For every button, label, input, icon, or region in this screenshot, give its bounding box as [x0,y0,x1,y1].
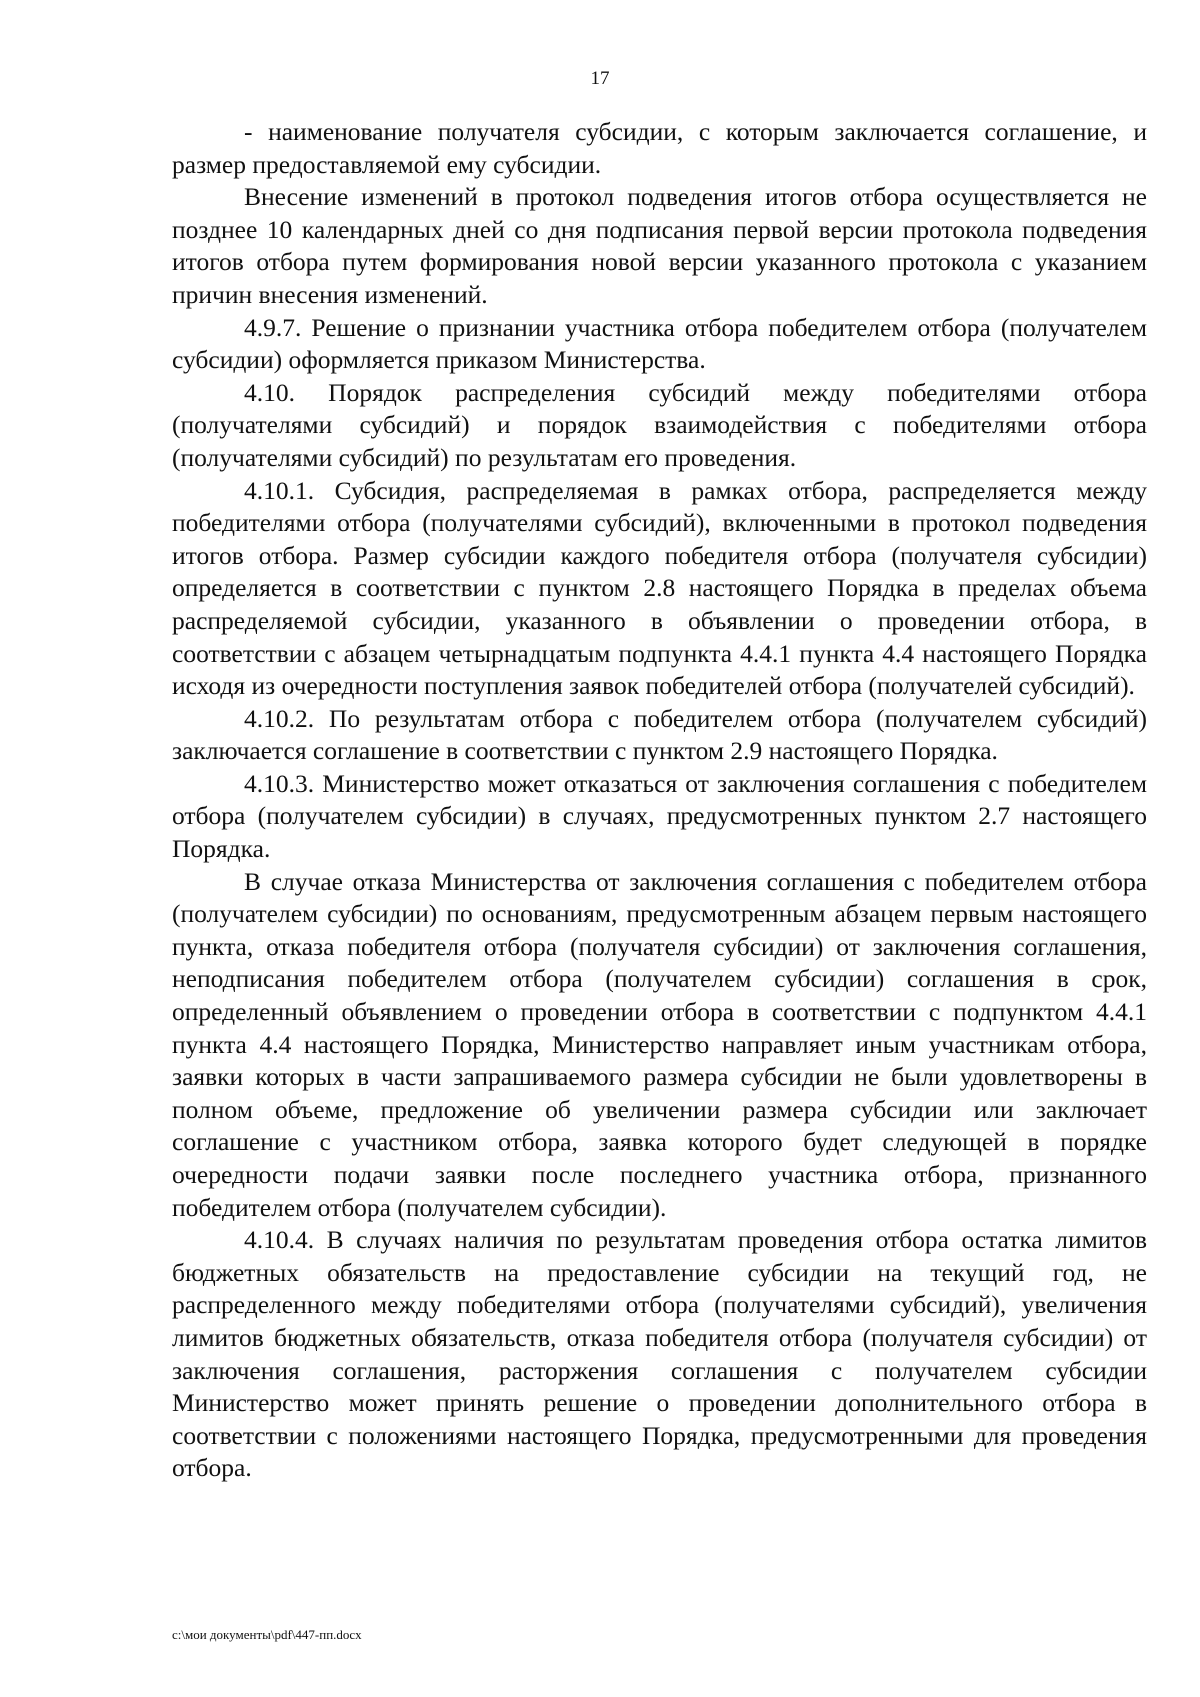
paragraph-refusal-case: В случае отказа Министерства от заключения соглашения с победителем отбора (получателем субсидии) по основаниям, предусмотренным абзацем первым настоящего пункта, отказа победителя отбора (получателя субсидии) от заключения соглашения, неподписания победителем отбора (получателем субсидии) соглашения в срок, определенный объявлением о проведении отбора в соответствии с подпунктом 4.4.1 пункта 4.4 настоящего Порядка, Министерство направляет иным участникам отбора, заявки которых в части запрашиваемого размера субсидии не были удовлетворены в полном объеме, предложение об увеличении размера субсидии или заключает соглашение с участником отбора, заявка которого будет следующей в порядке очередности подачи заявки после последнего участника отбора, признанного победителем отбора (получателем субсидии). [172,866,1147,1222]
paragraph-4-10: 4.10. Порядок распределения субсидий между победителями отбора (получателями субсидий) и порядок взаимодействия с победителями отбора (получателями субсидий) по результатам его проведения. [172,377,1147,472]
paragraph-4-9-7: 4.9.7. Решение о признании участника отбора победителем отбора (получателем субсидии) оформляется приказом Министерства. [172,312,1147,375]
paragraph-4-10-4: 4.10.4. В случаях наличия по результатам проведения отбора остатка лимитов бюджетных обязательств на предоставление субсидии на текущий год, не распределенного между победителями отбора (получателями субсидий), увеличения лимитов бюджетных обязательств, отказа победителя отбора (получателя субсидии) от заключения соглашения, расторжения соглашения с получателем субсидии Министерство может принять решение о проведении дополнительного отбора в соответствии с положениями настоящего Порядка, предусмотренными для проведения отбора. [172,1225,1147,1483]
page-number: 17 [590,68,610,89]
paragraph-4-10-3: 4.10.3. Министерство может отказаться от заключения соглашения с победителем отбора (получателем субсидии) в случаях, предусмотренных пунктом 2.7 настоящего Порядка. [172,768,1147,864]
paragraph-recipient-name: - наименование получателя субсидии, с которым заключается соглашение, и размер предоставляемой ему субсидии. [172,117,1147,179]
document-body [172,116,1147,1485]
paragraph-4-10-1: 4.10.1. Субсидия, распределяемая в рамках отбора, распределяется между победителями отбора (получателями субсидий), включенными в протокол подведения итогов отбора. Размер субсидии каждого победителя отбора (получателя субсидии) определяется в соответствии с пунктом 2.8 настоящего Порядка в пределах объема распределяемой субсидии, указанного в объявлении о проведении отбора, в соответствии с абзацем четырнадцатым подпункта 4.4.1 пункта 4.4 настоящего Порядка исходя из очередности поступления заявок победителей отбора (получателей субсидий). [172,475,1147,701]
footer-file-path: c:\мои документы\pdf\447-пп.docx [172,1627,362,1642]
paragraph-4-10-2: 4.10.2. По результатам отбора с победителем отбора (получателем субсидий) заключается соглашение в соответствии с пунктом 2.9 настоящего Порядка. [172,703,1147,766]
paragraph-protocol-changes: Внесение изменений в протокол подведения итогов отбора осуществляется не позднее 10 календарных дней со дня подписания первой версии протокола подведения итогов отбора путем формирования новой версии указанного протокола с указанием причин внесения изменений. [172,182,1147,309]
